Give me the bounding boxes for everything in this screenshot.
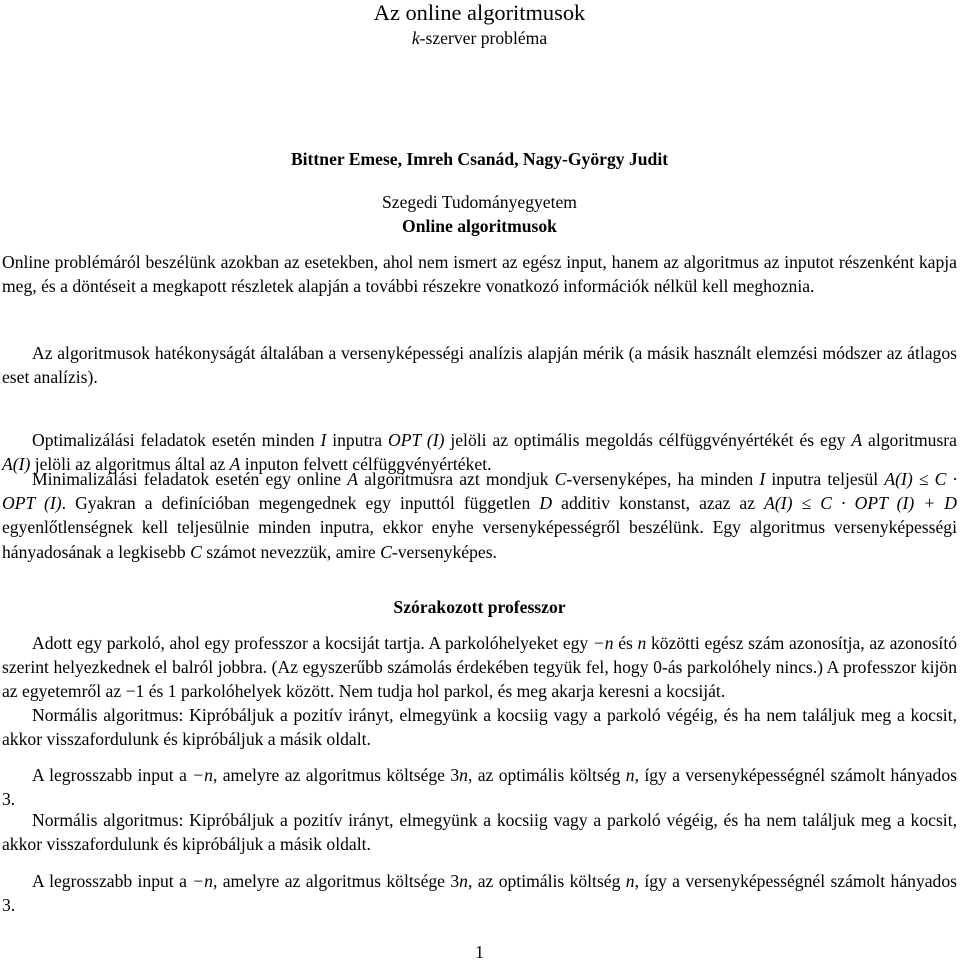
inequality-weak-competitive: A(I) ≤ C · OPT (I) + D: [764, 493, 957, 514]
paragraph-normal-algorithm-1: Normális algoritmus: Kipróbáljuk a pozitív irányt, elmegyünk a kocsiig vagy a parkoló végéig, és ha nem találjuk meg a kocsit, akkor visszafordulunk és kipróbáljuk a másik oldalt.: [2, 705, 957, 750]
section-heading-online: Online algoritmusok: [402, 216, 557, 236]
author-list: Bittner Emese, Imreh Csanád, Nagy-György Judit: [290, 149, 669, 169]
paragraph-minimization-definition: Minimalizálási feladatok esetén egy online A algoritmusra azt mondjuk C-versenyképes, ha minden I inputra teljesül A(I) ≤ C · OPT (I). Gyakran a definícióban megengednek egy inputtól független D additiv konstanst, azaz az A(I) ≤ C · OPT (I) + D egyenlőtlenségnek kell teljesülnie minden inputra, ekkor enyhe versenyképességről beszélünk. Egy algoritmus versenyképességi hányadosának a legkisebb C számot nevezzük, amire C-versenyképes.: [2, 469, 957, 562]
inequality-competitive: A(I) ≤ C · OPT (I): [2, 469, 957, 514]
affiliation: Szegedi Tudományegyetem: [382, 192, 577, 212]
subtitle-variable: k: [411, 28, 420, 48]
paragraph-online-intro: Online problémáról beszélünk azokban az esetekben, ahol nem ismert az egész input, hanem az algoritmus az inputot részenként kapja meg, és a döntéseit a megkapott részletek alapján a további részekre vonatkozó információk nélkül kell meghoznia.: [2, 252, 957, 297]
subtitle-text: -szerver probléma: [419, 28, 548, 48]
section-heading-professor: Szórakozott professzor: [393, 597, 566, 617]
paragraph-worst-input-2: A legrosszabb input a −n, amelyre az algoritmus költsége 3n, az optimális költség n, így a versenyképességnél számolt hányados 3.: [2, 871, 958, 916]
paragraph-optimization-definition: Optimalizálási feladatok esetén minden I inputra OPT (I) jelöli az optimális megoldás célfüggvényértékét és egy A algoritmusra A(I) jelöli az algoritmus által az A inputon felvett célfüggvényértéket.: [2, 430, 957, 475]
document-title: Az online algoritmusok: [373, 0, 586, 25]
paragraph-parking-problem: Adott egy parkoló, ahol egy professzor a kocsiját tartja. A parkolóhelyeket egy −n és n közötti egész szám azonosítja, az azonosító szerint helyezkednek el balról jobbra. (Az egyszerűbb számolás érdekében tegyük fel, hogy 0-ás parkolóhely nincs.) A professzor kijön az egyetemről az −1 és 1 parkolóhelyek között. Nem tudja hol parkol, és meg akarja keresni a kocsiját.: [2, 633, 958, 702]
paragraph-competitive-analysis: Az algoritmusok hatékonyságát általában a versenyképességi analízis alapján mérik (a másik használt elemzési módszer az átlagos eset analízis).: [2, 343, 957, 388]
paragraph-worst-input-1: A legrosszabb input a −n, amelyre az algoritmus költsége 3n, az optimális költség n, így a versenyképességnél számolt hányados 3.: [2, 765, 958, 810]
paragraph-normal-algorithm-2: Normális algoritmus: Kipróbáljuk a pozitív irányt, elmegyünk a kocsiig vagy a parkoló végéig, és ha nem találjuk meg a kocsit, akkor visszafordulunk és kipróbáljuk a másik oldalt.: [2, 810, 957, 855]
document-subtitle: [2, 26, 957, 50]
page-number: 1: [475, 942, 484, 962]
